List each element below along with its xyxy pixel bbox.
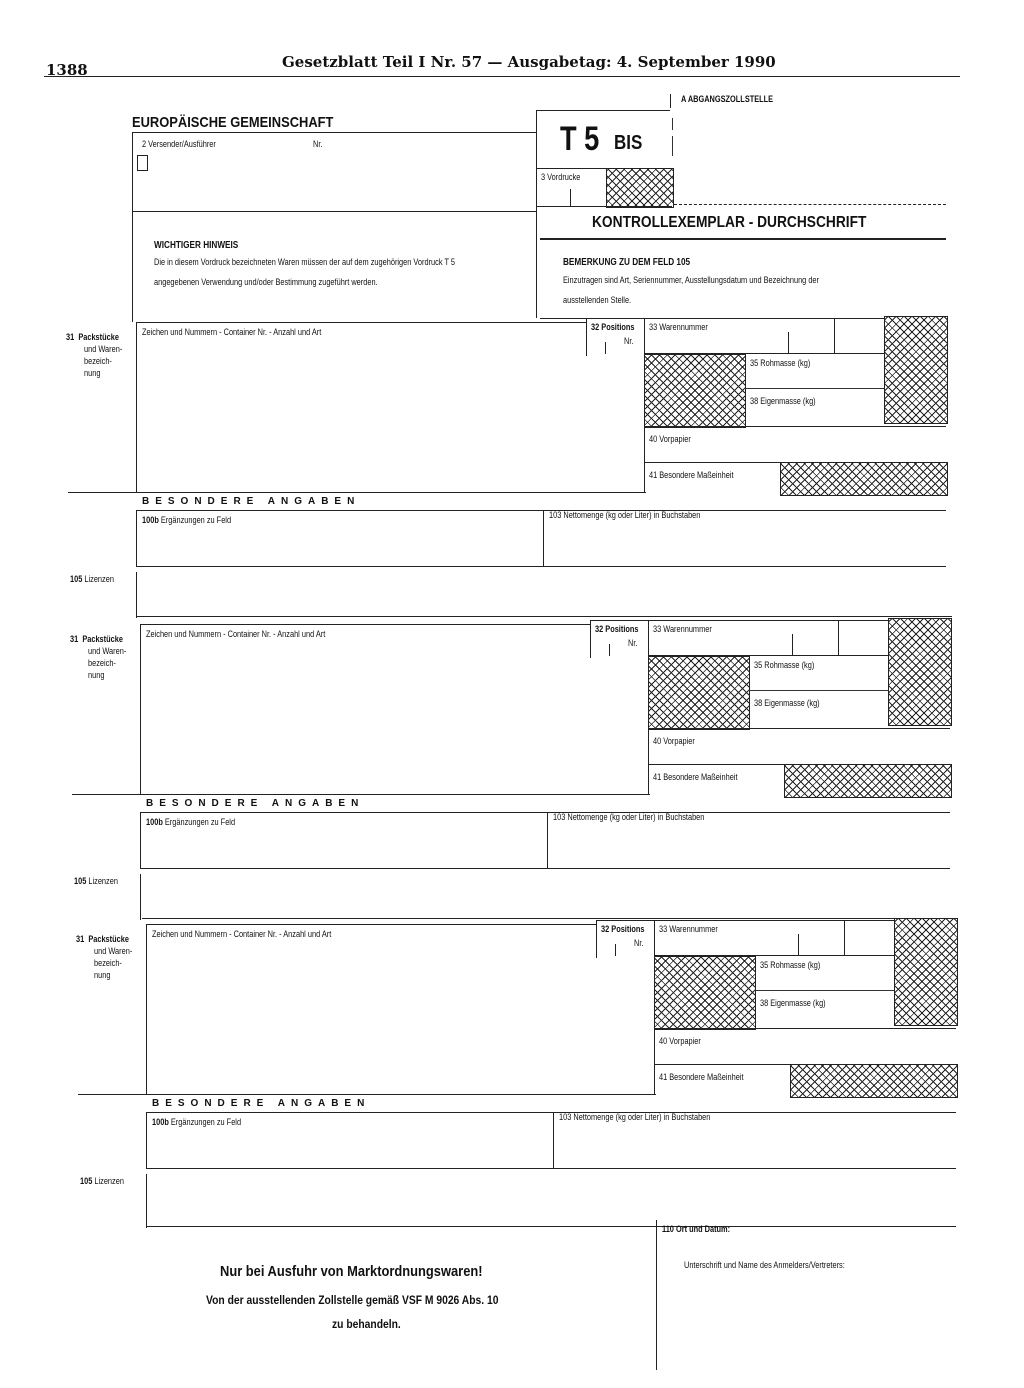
- field-3-label: 3 Vordrucke: [541, 172, 581, 182]
- field-31-num: 31: [66, 332, 75, 342]
- field-33-hatched: [894, 918, 958, 1026]
- field-31-line-3: bezeich-: [88, 658, 116, 668]
- field-41-label[interactable]: 41 Besondere Maßeinheit: [659, 1072, 744, 1082]
- remark-title: BEMERKUNG ZU DEM FELD 105: [563, 257, 691, 268]
- item-block-1: [0, 316, 1024, 606]
- field-41-label[interactable]: 41 Besondere Maßeinheit: [649, 470, 734, 480]
- field-40-label[interactable]: 40 Vorpapier: [659, 1036, 701, 1046]
- field-31-label: Packstücke: [78, 332, 119, 342]
- besondere-angaben: BESONDERE ANGABEN: [142, 496, 361, 507]
- hint-line-2: angegebenen Verwendung und/oder Bestimmung zugeführt werden.: [154, 277, 378, 287]
- field-41-hatched: [784, 764, 952, 798]
- notice-title: Nur bei Ausfuhr von Marktordnungswaren!: [220, 1263, 483, 1280]
- t5-bis: BIS: [614, 132, 643, 154]
- field-31-line-2: und Waren-: [94, 946, 133, 956]
- marks-label[interactable]: Zeichen und Nummern - Container Nr. - Anzahl und Art: [146, 629, 326, 639]
- field-40-label[interactable]: 40 Vorpapier: [653, 736, 695, 746]
- signature-label[interactable]: Unterschrift und Name des Anmelders/Vertreters:: [684, 1260, 845, 1270]
- hint-title: WICHTIGER HINWEIS: [154, 240, 239, 251]
- field-32-nr: Nr.: [634, 938, 644, 948]
- field-41-hatched: [780, 462, 948, 496]
- field-a-label: A ABGANGSZOLLSTELLE: [681, 94, 774, 104]
- field-105-label: 105 Lizenzen: [70, 574, 114, 584]
- field-103-label[interactable]: 103 Nettomenge (kg oder Liter) in Buchstaben: [553, 812, 705, 822]
- field-33-hatched: [884, 316, 948, 424]
- field-35-label[interactable]: 35 Rohmasse (kg): [754, 660, 815, 670]
- field-32-label: 32 Positions: [591, 322, 635, 332]
- remark-line-1: Einzutragen sind Art, Seriennummer, Ausstellungsdatum und Bezeichnung der: [563, 275, 819, 285]
- field-38-label[interactable]: 38 Eigenmasse (kg): [754, 698, 820, 708]
- besondere-angaben: BESONDERE ANGABEN: [146, 798, 365, 809]
- item-block-2: [4, 618, 1024, 908]
- field-33-label[interactable]: 33 Warennummer: [649, 322, 708, 332]
- kontroll-title: KONTROLLEXEMPLAR - DURCHSCHRIFT: [592, 214, 867, 231]
- field-33-label[interactable]: 33 Warennummer: [659, 924, 718, 934]
- field-40-label[interactable]: 40 Vorpapier: [649, 434, 691, 444]
- field-31-line-2: und Waren-: [84, 344, 123, 354]
- field-35-38-hatched: [648, 656, 750, 730]
- remark-line-2: ausstellenden Stelle.: [563, 295, 632, 305]
- field-33-label[interactable]: 33 Warennummer: [653, 624, 712, 634]
- field-38-label[interactable]: 38 Eigenmasse (kg): [750, 396, 816, 406]
- header-rule: [44, 76, 960, 77]
- field-35-label[interactable]: 35 Rohmasse (kg): [750, 358, 811, 368]
- marks-label[interactable]: Zeichen und Nummern - Container Nr. - Anzahl und Art: [142, 327, 322, 337]
- field-103-label[interactable]: 103 Nettomenge (kg oder Liter) in Buchstaben: [559, 1112, 711, 1122]
- field-100b-label[interactable]: 100b Ergänzungen zu Feld: [142, 515, 232, 525]
- field-31-num: 31: [70, 634, 79, 644]
- page-header-title: Gesetzblatt Teil I Nr. 57 — Ausgabetag: 4. September 1990: [282, 53, 776, 71]
- field-31-line-3: bezeich-: [94, 958, 122, 968]
- field-32-nr: Nr.: [624, 336, 634, 346]
- field-31-line-4: nung: [94, 970, 111, 980]
- field-31-line-4: nung: [84, 368, 101, 378]
- field-3-hatched: [606, 168, 674, 208]
- marks-label[interactable]: Zeichen und Nummern - Container Nr. - Anzahl und Art: [152, 929, 332, 939]
- field-41-hatched: [790, 1064, 958, 1098]
- besondere-angaben: BESONDERE ANGABEN: [152, 1098, 371, 1109]
- field-31-line-3: bezeich-: [84, 356, 112, 366]
- field-31-line-2: und Waren-: [88, 646, 127, 656]
- field-105-label: 105 Lizenzen: [74, 876, 118, 886]
- field-31-label: Packstücke: [82, 634, 123, 644]
- field-105-label: 105 Lizenzen: [80, 1176, 124, 1186]
- field-35-label[interactable]: 35 Rohmasse (kg): [760, 960, 821, 970]
- field-33-hatched: [888, 618, 952, 726]
- notice-line-1: Von der ausstellenden Zollstelle gemäß VSF M 9026 Abs. 10: [206, 1293, 499, 1307]
- field-110-label[interactable]: 110 Ort und Datum:: [662, 1224, 731, 1234]
- field-100b-label[interactable]: 100b Ergänzungen zu Feld: [146, 817, 236, 827]
- field-2-nr: Nr.: [313, 139, 323, 149]
- field-32-label: 32 Positions: [595, 624, 639, 634]
- field-31-label: Packstücke: [88, 934, 129, 944]
- field-35-38-hatched: [654, 956, 756, 1030]
- field-103-label[interactable]: 103 Nettomenge (kg oder Liter) in Buchstaben: [549, 510, 701, 520]
- field-100b-label[interactable]: 100b Ergänzungen zu Feld: [152, 1117, 242, 1127]
- item-block-3: [10, 918, 1024, 1218]
- field-32-label: 32 Positions: [601, 924, 645, 934]
- field-2-checkbox[interactable]: [137, 155, 148, 171]
- field-41-label[interactable]: 41 Besondere Maßeinheit: [653, 772, 738, 782]
- field-31-num: 31: [76, 934, 85, 944]
- notice-line-2: zu behandeln.: [332, 1317, 401, 1331]
- field-2-label: 2 Versender/Ausführer: [142, 139, 216, 149]
- t5-title: T 5: [560, 120, 600, 158]
- field-a-dashed-rule: [674, 204, 946, 205]
- field-38-label[interactable]: 38 Eigenmasse (kg): [760, 998, 826, 1008]
- hint-line-1: Die in diesem Vordruck bezeichneten Waren müssen der auf dem zugehörigen Vordruck T 5: [154, 257, 455, 267]
- field-35-38-hatched: [644, 354, 746, 428]
- field-32-nr: Nr.: [628, 638, 638, 648]
- page-number: 1388: [46, 61, 88, 79]
- field-31-line-4: nung: [88, 670, 105, 680]
- ec-title: EUROPÄISCHE GEMEINSCHAFT: [132, 114, 334, 131]
